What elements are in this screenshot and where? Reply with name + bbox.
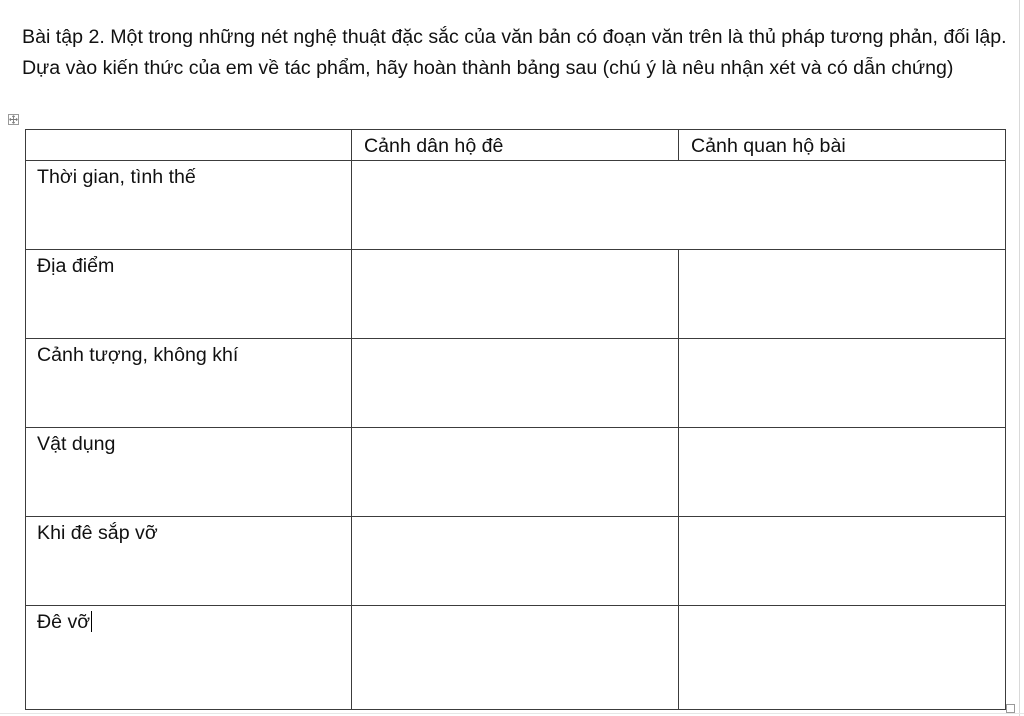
row-label-cell[interactable] — [26, 606, 352, 710]
row-label-cell[interactable] — [26, 250, 352, 339]
text-cursor — [91, 611, 92, 632]
header-cell-quan-ho-bai[interactable] — [679, 130, 1006, 161]
answer-cell-quan-ho-bai[interactable] — [679, 517, 1006, 606]
answer-cell-dan-ho-de[interactable] — [352, 517, 679, 606]
row-label-cell[interactable] — [26, 339, 352, 428]
table-row — [26, 339, 1006, 428]
answer-cell-dan-ho-de[interactable] — [352, 339, 679, 428]
table-header-row — [26, 130, 1006, 161]
row-label: Địa điểm — [37, 255, 115, 277]
answer-cell-dan-ho-de[interactable] — [352, 606, 679, 710]
answer-cell-quan-ho-bai[interactable] — [679, 428, 1006, 517]
row-label: Khi đê sắp vỡ — [37, 522, 158, 544]
header-cell-dan-ho-de[interactable] — [352, 130, 679, 161]
merged-answer-cell[interactable] — [352, 161, 1006, 250]
row-label: Cảnh tượng, không khí — [37, 344, 239, 366]
row-label: Thời gian, tình thế — [37, 166, 196, 188]
table-row — [26, 517, 1006, 606]
row-label: Vật dụng — [37, 433, 116, 455]
table-row — [26, 250, 1006, 339]
answer-cell-dan-ho-de[interactable] — [352, 428, 679, 517]
header-label-dan-ho-de: Cảnh dân hộ đê — [364, 135, 504, 157]
header-cell-empty[interactable] — [26, 130, 352, 161]
move-arrows-icon[interactable] — [8, 114, 19, 125]
answer-cell-quan-ho-bai[interactable] — [679, 250, 1006, 339]
answer-cell-quan-ho-bai[interactable] — [679, 606, 1006, 710]
row-label-cell[interactable] — [26, 428, 352, 517]
page-edge-right — [1019, 0, 1020, 716]
resize-square-icon[interactable] — [1006, 704, 1015, 713]
table-row — [26, 428, 1006, 517]
header-label-quan-ho-bai: Cảnh quan hộ bài — [691, 135, 846, 157]
row-label-cell[interactable] — [26, 517, 352, 606]
row-label-cell[interactable] — [26, 161, 352, 250]
answer-cell-dan-ho-de[interactable] — [352, 250, 679, 339]
exercise-instruction: Bài tập 2. Một trong những nét nghệ thuật đặc sắc của văn bản có đoạn văn trên là thủ pháp tương phản, đối lập. Dựa vào kiến thức của em về tác phẩm, hãy hoàn thành bảng sau (chú ý là nêu nhận xét và có dẫn chứng) — [22, 26, 1007, 79]
page-edge-bottom — [0, 713, 1024, 714]
answer-cell-quan-ho-bai[interactable] — [679, 339, 1006, 428]
row-label: Đê vỡ — [37, 611, 91, 633]
table-row — [26, 161, 1006, 250]
comparison-table — [25, 129, 1006, 710]
table-row — [26, 606, 1006, 710]
